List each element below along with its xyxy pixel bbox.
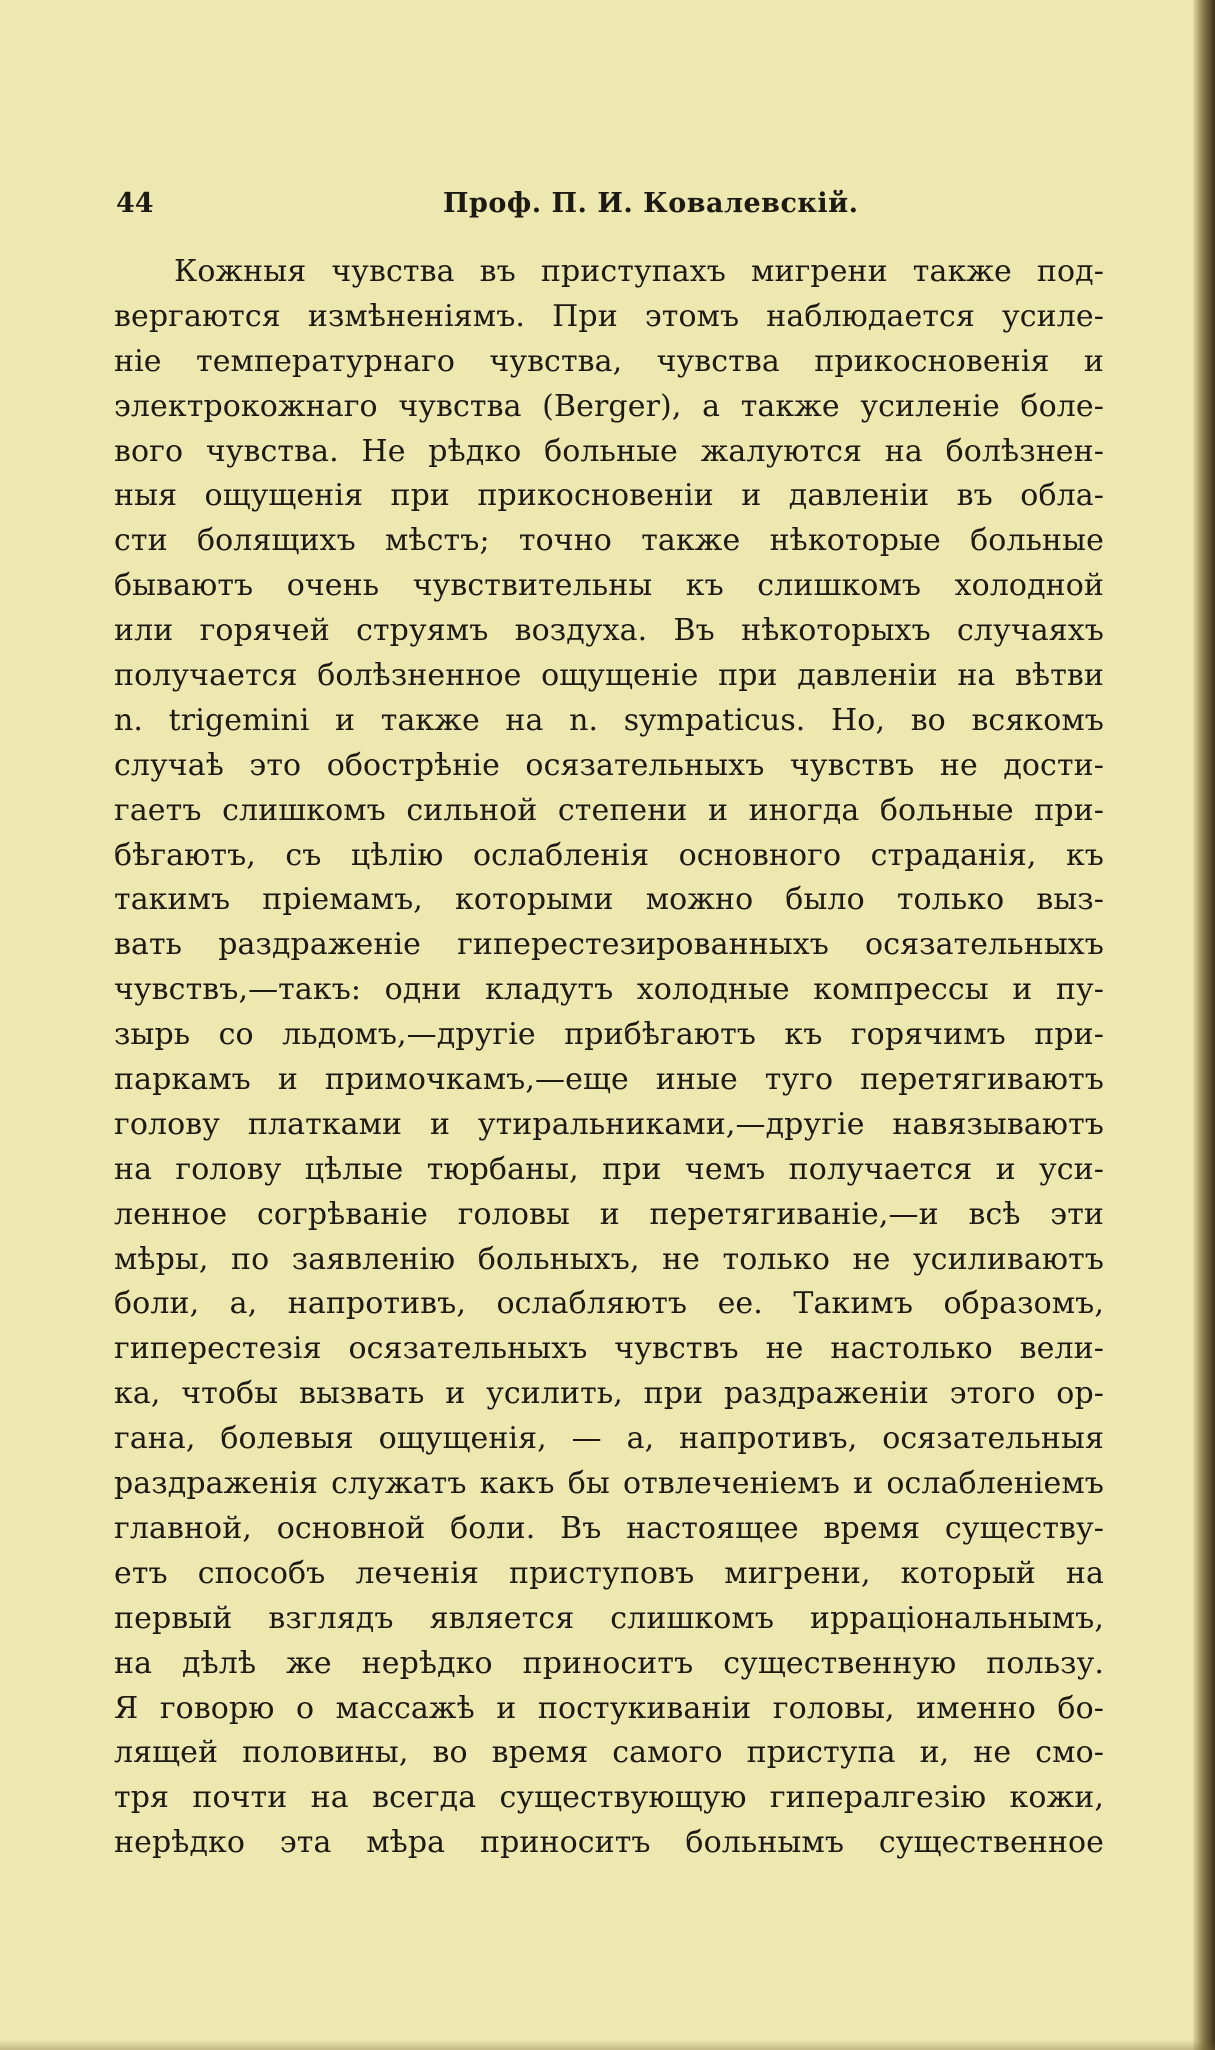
text-line: ніе температурнаго чувства, чувства прикосновенія и [114,343,1104,379]
text-line: боли, а, напротивъ, ослабляютъ ее. Такимъ образомъ, [114,1286,1104,1322]
text-line: нерѣдко эта мѣра приноситъ больнымъ существенное [114,1825,1104,1861]
text-line: случаѣ это обострѣніе осязательныхъ чувствъ не дости- [114,747,1104,783]
text-line: электрокожнаго чувства (Berger), а также усиленіе боле- [114,388,1104,424]
page-number: 44 [116,188,154,219]
body-text [114,250,1104,1866]
text-line: ленное согрѣваніе головы и перетягиваніе,—и всѣ эти [114,1196,1104,1232]
text-line: паркамъ и примочкамъ,—еще иные туго перетягиваютъ [114,1062,1104,1098]
page-bottom-shade [0,2040,1215,2050]
text-line: ныя ощущенія при прикосновеніи и давленіи въ обла- [114,478,1104,514]
text-line: гана, болевыя ощущенія, — а, напротивъ, осязательныя [114,1421,1104,1457]
page-header [116,180,1116,220]
text-line: гиперестезія осязательныхъ чувствъ не настолько вели- [114,1331,1104,1367]
text-line: мѣры, по заявленію больныхъ, не только не усиливаютъ [114,1241,1104,1277]
text-line: вать раздраженіе гиперестезированныхъ осязательныхъ [114,927,1104,963]
text-line: n. trigemini и также на n. sympaticus. Но, во всякомъ [114,702,1104,738]
text-line: Я говорю о массажѣ и постукиваніи головы, именно бо- [114,1690,1104,1726]
running-head: Проф. П. И. Ковалевскій. [443,188,859,219]
text-line: лящей половины, во время самого приступа и, не смо- [114,1735,1104,1771]
text-line: такимъ пріемамъ, которыми можно было только выз- [114,882,1104,918]
text-line: чувствъ,—такъ: одни кладутъ холодные компрессы и пу- [114,972,1104,1008]
text-line: голову платками и утиральниками,—другіе навязываютъ [114,1106,1104,1142]
text-line: етъ способъ леченія приступовъ мигрени, который на [114,1555,1104,1591]
text-line: бѣгаютъ, съ цѣлію ослабленія основного страданія, къ [114,837,1104,873]
text-line: бываютъ очень чувствительны къ слишкомъ холодной [114,568,1104,604]
text-line: вергаются измѣненіямъ. При этомъ наблюдается усиле- [114,298,1104,334]
text-line: на дѣлѣ же нерѣдко приноситъ существенную пользу. [114,1645,1104,1681]
text-line: вого чувства. Не рѣдко больные жалуются на болѣзнен- [114,433,1104,469]
text-line: на голову цѣлые тюрбаны, при чемъ получается и уси- [114,1151,1104,1187]
text-line: зырь со льдомъ,—другіе прибѣгаютъ къ горячимъ при- [114,1017,1104,1053]
text-line: или горячей струямъ воздуха. Въ нѣкоторыхъ случаяхъ [114,613,1104,649]
page-edge [1193,0,1215,2050]
text-line: ка, чтобы вызвать и усилить, при раздраженіи этого ор- [114,1376,1104,1412]
text-line: сти болящихъ мѣстъ; точно также нѣкоторые больные [114,523,1104,559]
text-line: получается болѣзненное ощущеніе при давленіи на вѣтви [114,658,1104,694]
text-line: тря почти на всегда существующую гипералгезію кожи, [114,1780,1104,1816]
text-line: раздраженія служатъ какъ бы отвлеченіемъ и ослабленіемъ [114,1466,1104,1502]
text-line: первый взглядъ является слишкомъ ирраціональнымъ, [114,1600,1104,1636]
text-line: главной, основной боли. Въ настоящее время существу- [114,1510,1104,1546]
text-line: Кожныя чувства въ приступахъ мигрени также под- [174,254,1104,289]
text-line: гаетъ слишкомъ сильной степени и иногда больные при- [114,792,1104,828]
